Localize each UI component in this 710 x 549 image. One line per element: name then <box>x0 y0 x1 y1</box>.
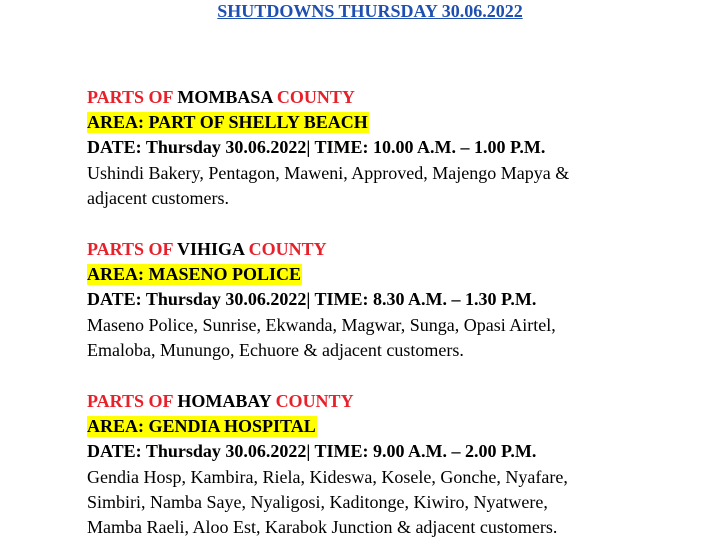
affected-areas-line: Gendia Hosp, Kambira, Riela, Kideswa, Kosele, Gonche, Nyafare, <box>87 466 568 487</box>
county-name: VIHIGA <box>177 239 245 259</box>
affected-areas-line: Simbiri, Namba Saye, Nyaligosi, Kaditonge, Kiwiro, Nyatwere, <box>87 491 548 512</box>
county-name: HOMABAY <box>177 391 272 411</box>
county-heading <box>87 85 687 110</box>
county-heading <box>87 237 687 262</box>
area-line <box>87 110 687 135</box>
vihiga-section <box>87 237 687 363</box>
parts-of-label: PARTS OF <box>87 87 178 107</box>
area-label: AREA: GENDIA HOSPITAL <box>87 416 316 437</box>
area-line <box>87 262 687 287</box>
area-label: AREA: PART OF SHELLY BEACH <box>87 112 368 133</box>
parts-of-label: PARTS OF <box>87 391 178 411</box>
homabay-section <box>87 389 687 540</box>
area-label: AREA: MASENO POLICE <box>87 264 302 285</box>
county-heading <box>87 389 687 414</box>
date-time-line: DATE: Thursday 30.06.2022| TIME: 8.30 A.M. – 1.30 P.M. <box>87 289 537 310</box>
page-title: SHUTDOWNS THURSDAY 30.06.2022 <box>217 1 523 21</box>
affected-areas-line: Ushindi Bakery, Pentagon, Maweni, Approved, Majengo Mapya & <box>87 162 570 183</box>
area-line <box>87 414 687 439</box>
mombasa-section <box>87 85 687 211</box>
parts-of-label: PARTS OF <box>87 239 178 259</box>
county-label: COUNTY <box>244 239 327 259</box>
affected-areas-line: Mamba Raeli, Aloo Est, Karabok Junction & adjacent customers. <box>87 517 558 538</box>
affected-areas-line: Maseno Police, Sunrise, Ekwanda, Magwar, Sunga, Opasi Airtel, <box>87 314 556 335</box>
county-label: COUNTY <box>271 391 354 411</box>
date-time-line: DATE: Thursday 30.06.2022| TIME: 9.00 A.M. – 2.00 P.M. <box>87 441 537 462</box>
county-name: MOMBASA <box>177 87 273 107</box>
affected-areas-line: adjacent customers. <box>87 187 229 208</box>
date-time-line: DATE: Thursday 30.06.2022| TIME: 10.00 A.M. – 1.00 P.M. <box>87 137 546 158</box>
affected-areas-line: Emaloba, Munungo, Echuore & adjacent customers. <box>87 339 464 360</box>
county-label: COUNTY <box>272 87 355 107</box>
